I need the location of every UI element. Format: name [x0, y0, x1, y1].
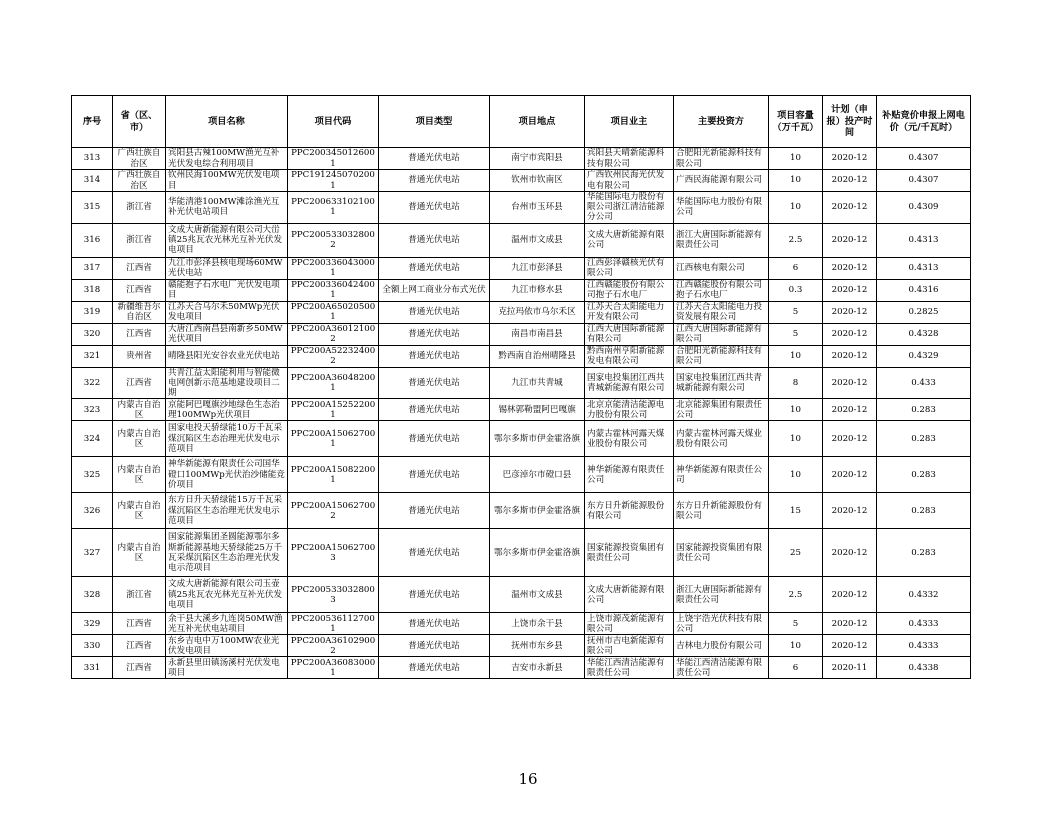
- cell-investor: 江西大唐国际新能源有限公司: [674, 323, 769, 345]
- cell-index: 325: [72, 457, 113, 493]
- table-row: [72, 223, 971, 257]
- cell-capacity: 6: [769, 657, 823, 679]
- table-row: [72, 577, 971, 613]
- cell-tariff: 0.4332: [877, 577, 971, 613]
- cell-capacity: 10: [769, 192, 823, 224]
- cell-location: 抚州市东乡县: [490, 635, 585, 657]
- header-capacity: 项目容量（万千瓦）: [769, 96, 823, 148]
- header-location: 项目地点: [490, 96, 585, 148]
- cell-owner: 文成大唐新能源有限公司: [585, 223, 674, 257]
- table-row: [72, 657, 971, 679]
- cell-investor: 江西核电有限公司: [674, 257, 769, 279]
- table-row: [72, 457, 971, 493]
- header-project-code: 项目代码: [288, 96, 379, 148]
- cell-province: 内蒙古自治区: [113, 421, 166, 457]
- cell-tariff: 0.433: [877, 367, 971, 399]
- cell-index: 330: [72, 635, 113, 657]
- cell-owner: 华能国际电力股份有限公司浙江清洁能源分公司: [585, 192, 674, 224]
- cell-location: 钦州市钦南区: [490, 170, 585, 192]
- cell-province: 广西壮族自治区: [113, 170, 166, 192]
- cell-commission-date: 2020-12: [823, 421, 877, 457]
- cell-capacity: 10: [769, 148, 823, 170]
- cell-project-code: PPC191245070200​1: [288, 170, 379, 192]
- cell-location: 九江市修水县: [490, 279, 585, 301]
- cell-investor: 华能国际电力股份有限公司: [674, 192, 769, 224]
- project-table: [71, 95, 971, 679]
- cell-location: 吉安市永新县: [490, 657, 585, 679]
- cell-capacity: 8: [769, 367, 823, 399]
- cell-location: 鄂尔多斯市伊金霍洛旗: [490, 421, 585, 457]
- cell-capacity: 10: [769, 345, 823, 367]
- cell-owner: 国家能源投资集团有限责任公司: [585, 529, 674, 577]
- cell-commission-date: 2020-12: [823, 345, 877, 367]
- cell-index: 319: [72, 301, 113, 323]
- table-row: [72, 148, 971, 170]
- cell-capacity: 5: [769, 323, 823, 345]
- cell-project-type: 普通光伏电站: [379, 613, 490, 635]
- cell-owner: 江西大唐国际新能源有限公司: [585, 323, 674, 345]
- cell-project-code: PPC200A36048200​1: [288, 367, 379, 399]
- cell-capacity: 2.5: [769, 577, 823, 613]
- cell-index: 324: [72, 421, 113, 457]
- cell-project-name: 宾阳县古辣100MW渔光互补光伏发电综合利用项目: [166, 148, 288, 170]
- cell-owner: 东方日升新能源股份有限公司: [585, 493, 674, 529]
- page-number: 16: [518, 770, 538, 788]
- cell-index: 329: [72, 613, 113, 635]
- cell-location: 温州市文成县: [490, 577, 585, 613]
- cell-location: 南昌市南昌县: [490, 323, 585, 345]
- cell-commission-date: 2020-12: [823, 577, 877, 613]
- cell-capacity: 25: [769, 529, 823, 577]
- cell-project-name: 永新县里田镇汤溪村光伏发电项目: [166, 657, 288, 679]
- cell-project-name: 京能阿巴嘎旗沙地绿色生态治理100MWp光伏项目: [166, 399, 288, 421]
- cell-project-type: 普通光伏电站: [379, 345, 490, 367]
- cell-owner: 华能江西清洁能源有限责任公司: [585, 657, 674, 679]
- cell-tariff: 0.283: [877, 399, 971, 421]
- cell-owner: 北京京能清洁能源电力股份有限公司: [585, 399, 674, 421]
- table-row: [72, 170, 971, 192]
- cell-location: 九江市彭泽县: [490, 257, 585, 279]
- cell-province: 浙江省: [113, 223, 166, 257]
- header-project-type: 项目类型: [379, 96, 490, 148]
- cell-owner: 广西钦州民海光伏发电有限公司: [585, 170, 674, 192]
- cell-location: 台州市玉环县: [490, 192, 585, 224]
- cell-tariff: 0.283: [877, 493, 971, 529]
- cell-province: 江西省: [113, 257, 166, 279]
- cell-tariff: 0.2825: [877, 301, 971, 323]
- cell-investor: 上饶宇浩光伏科技有限公司: [674, 613, 769, 635]
- cell-owner: 文成大唐新能源有限公司: [585, 577, 674, 613]
- cell-commission-date: 2020-12: [823, 613, 877, 635]
- cell-owner: 黔西南州亨阳新能源发电有限公司: [585, 345, 674, 367]
- cell-commission-date: 2020-12: [823, 223, 877, 257]
- cell-index: 313: [72, 148, 113, 170]
- cell-project-type: 普通光伏电站: [379, 457, 490, 493]
- cell-province: 江西省: [113, 613, 166, 635]
- cell-capacity: 6: [769, 257, 823, 279]
- cell-index: 318: [72, 279, 113, 301]
- table-row: [72, 367, 971, 399]
- cell-index: 326: [72, 493, 113, 529]
- cell-project-name: 国家能源集团圣圆能源鄂尔多斯新能源基地天骄绿能25万千瓦采煤沉陷区生态治理光伏发电示范项目: [166, 529, 288, 577]
- header-index: 序号: [72, 96, 113, 148]
- cell-province: 内蒙古自治区: [113, 399, 166, 421]
- cell-investor: 国家能源投资集团有限责任公司: [674, 529, 769, 577]
- table-row: [72, 301, 971, 323]
- cell-commission-date: 2020-12: [823, 529, 877, 577]
- cell-index: 328: [72, 577, 113, 613]
- header-project-name: 项目名称: [166, 96, 288, 148]
- cell-province: 江西省: [113, 367, 166, 399]
- cell-tariff: 0.4333: [877, 635, 971, 657]
- cell-investor: 国家电投集团江西共青城新能源有限公司: [674, 367, 769, 399]
- cell-tariff: 0.4309: [877, 192, 971, 224]
- cell-capacity: 10: [769, 457, 823, 493]
- table-row: [72, 279, 971, 301]
- cell-tariff: 0.4338: [877, 657, 971, 679]
- cell-project-name: 东乡吉电中万100MW农业光伏发电项目: [166, 635, 288, 657]
- cell-province: 新疆维吾尔自治区: [113, 301, 166, 323]
- cell-project-name: 国家电投天骄绿能10万千瓦采煤沉陷区生态治理光伏发电示范项目: [166, 421, 288, 457]
- cell-tariff: 0.4313: [877, 223, 971, 257]
- cell-owner: 宾阳县天晴新能源科技有限公司: [585, 148, 674, 170]
- cell-index: 317: [72, 257, 113, 279]
- cell-commission-date: 2020-12: [823, 367, 877, 399]
- cell-commission-date: 2020-12: [823, 493, 877, 529]
- cell-tariff: 0.4316: [877, 279, 971, 301]
- cell-project-name: 华能清港100MW滩涂渔光互补光伏电站项目: [166, 192, 288, 224]
- cell-project-name: 文成大唐新能源有限公司大峃镇25兆瓦农光林光互补光伏发电项目: [166, 223, 288, 257]
- cell-location: 克拉玛依市乌尔禾区: [490, 301, 585, 323]
- cell-index: 327: [72, 529, 113, 577]
- cell-commission-date: 2020-12: [823, 257, 877, 279]
- cell-project-type: 普通光伏电站: [379, 399, 490, 421]
- cell-tariff: 0.4313: [877, 257, 971, 279]
- cell-investor: 合肥阳光新能源科技有限公司: [674, 148, 769, 170]
- cell-capacity: 10: [769, 170, 823, 192]
- cell-project-type: 普通光伏电站: [379, 421, 490, 457]
- cell-project-code: PPC200345012600​1: [288, 148, 379, 170]
- cell-commission-date: 2020-12: [823, 148, 877, 170]
- cell-commission-date: 2020-11: [823, 657, 877, 679]
- cell-project-name: 江苏天合乌尔禾50MWp光伏发电项目: [166, 301, 288, 323]
- cell-province: 江西省: [113, 635, 166, 657]
- cell-project-code: PPC200336042400​1: [288, 279, 379, 301]
- cell-location: 巴彦淖尔市磴口县: [490, 457, 585, 493]
- cell-owner: 国家电投集团江西共青城新能源有限公司: [585, 367, 674, 399]
- cell-index: 331: [72, 657, 113, 679]
- project-table-container: [71, 95, 970, 679]
- table-row: [72, 613, 971, 635]
- cell-project-type: 普通光伏电站: [379, 323, 490, 345]
- cell-index: 322: [72, 367, 113, 399]
- cell-capacity: 5: [769, 613, 823, 635]
- cell-commission-date: 2020-12: [823, 170, 877, 192]
- cell-project-code: PPC200A36012100​2: [288, 323, 379, 345]
- cell-project-type: 普通光伏电站: [379, 170, 490, 192]
- table-body: [72, 148, 971, 679]
- cell-investor: 神华新能源有限责任公司: [674, 457, 769, 493]
- cell-commission-date: 2020-12: [823, 323, 877, 345]
- cell-project-code: PPC200A15062700​1: [288, 421, 379, 457]
- table-row: [72, 635, 971, 657]
- cell-owner: 江西赣能股份有限公司抱子石水电厂: [585, 279, 674, 301]
- cell-project-name: 钦州民海100MW光伏发电项目: [166, 170, 288, 192]
- cell-province: 贵州省: [113, 345, 166, 367]
- cell-location: 温州市文成县: [490, 223, 585, 257]
- cell-investor: 东方日升新能源股份有限公司: [674, 493, 769, 529]
- cell-investor: 广西民海能源有限公司: [674, 170, 769, 192]
- cell-investor: 浙江大唐国际新能源有限责任公司: [674, 223, 769, 257]
- table-row: [72, 323, 971, 345]
- cell-tariff: 0.283: [877, 529, 971, 577]
- cell-investor: 浙江大唐国际新能源有限责任公司: [674, 577, 769, 613]
- cell-location: 黔西南自治州晴隆县: [490, 345, 585, 367]
- cell-tariff: 0.4329: [877, 345, 971, 367]
- cell-tariff: 0.4307: [877, 170, 971, 192]
- cell-tariff: 0.283: [877, 457, 971, 493]
- cell-project-type: 普通光伏电站: [379, 493, 490, 529]
- table-row: [72, 345, 971, 367]
- cell-capacity: 10: [769, 399, 823, 421]
- cell-investor: 吉林电力股份有限公司: [674, 635, 769, 657]
- cell-owner: 内蒙古霍林河露天煤业股份有限公司: [585, 421, 674, 457]
- cell-index: 320: [72, 323, 113, 345]
- cell-project-code: PPC200533032800​3: [288, 577, 379, 613]
- cell-project-type: 普通光伏电站: [379, 657, 490, 679]
- cell-investor: 江西赣能股份有限公司抱子石水电厂: [674, 279, 769, 301]
- cell-project-name: 文成大唐新能源有限公司玉壶镇25兆瓦农光林光互补光伏发电项目: [166, 577, 288, 613]
- cell-tariff: 0.283: [877, 421, 971, 457]
- cell-project-type: 普通光伏电站: [379, 529, 490, 577]
- cell-commission-date: 2020-12: [823, 279, 877, 301]
- cell-index: 314: [72, 170, 113, 192]
- cell-province: 内蒙古自治区: [113, 529, 166, 577]
- cell-project-type: 普通光伏电站: [379, 367, 490, 399]
- cell-project-name: 东方日升天骄绿能15万千瓦采煤沉陷区生态治理光伏发电示范项目: [166, 493, 288, 529]
- cell-investor: 合肥阳光新能源科技有限公司: [674, 345, 769, 367]
- cell-project-code: PPC200A36083000​1: [288, 657, 379, 679]
- table-row: [72, 493, 971, 529]
- cell-project-name: 九江市彭泽县核电现场60MW光伏电站: [166, 257, 288, 279]
- cell-project-code: PPC200336043000​1: [288, 257, 379, 279]
- cell-investor: 华能江西清洁能源有限责任公司: [674, 657, 769, 679]
- header-investor: 主要投资方: [674, 96, 769, 148]
- cell-project-type: 普通光伏电站: [379, 148, 490, 170]
- cell-index: 323: [72, 399, 113, 421]
- cell-province: 江西省: [113, 279, 166, 301]
- cell-project-type: 全额上网工商业分布式光伏: [379, 279, 490, 301]
- cell-project-code: PPC200A65020500​1: [288, 301, 379, 323]
- cell-project-type: 普通光伏电站: [379, 192, 490, 224]
- cell-project-code: PPC200A15082200​1: [288, 457, 379, 493]
- cell-location: 南宁市宾阳县: [490, 148, 585, 170]
- cell-location: 锡林郭勒盟阿巴嘎旗: [490, 399, 585, 421]
- cell-project-code: PPC200633102100​1: [288, 192, 379, 224]
- cell-project-name: 赣能抱子石水电厂光伏发电项目: [166, 279, 288, 301]
- cell-tariff: 0.4328: [877, 323, 971, 345]
- cell-owner: 神华新能源有限责任公司: [585, 457, 674, 493]
- cell-index: 315: [72, 192, 113, 224]
- header-commission-date: 计划（申报）投产时间: [823, 96, 877, 148]
- table-header-row: [72, 96, 971, 148]
- cell-location: 鄂尔多斯市伊金霍洛旗: [490, 493, 585, 529]
- cell-investor: 内蒙古霍林河露天煤业股份有限公司: [674, 421, 769, 457]
- cell-capacity: 0.3: [769, 279, 823, 301]
- cell-commission-date: 2020-12: [823, 301, 877, 323]
- cell-capacity: 5: [769, 301, 823, 323]
- header-tariff: 补贴竞价申报上网电价（元/千瓦时）: [877, 96, 971, 148]
- cell-province: 浙江省: [113, 192, 166, 224]
- cell-province: 江西省: [113, 323, 166, 345]
- cell-tariff: 0.4333: [877, 613, 971, 635]
- cell-project-code: PPC200A36102900​2: [288, 635, 379, 657]
- cell-index: 316: [72, 223, 113, 257]
- cell-project-name: 神华新能源有限责任公司国华磴口100MWp光伏治沙储能竞价项目: [166, 457, 288, 493]
- cell-capacity: 10: [769, 635, 823, 657]
- cell-capacity: 10: [769, 421, 823, 457]
- cell-commission-date: 2020-12: [823, 192, 877, 224]
- cell-province: 广西壮族自治区: [113, 148, 166, 170]
- cell-location: 鄂尔多斯市伊金霍洛旗: [490, 529, 585, 577]
- cell-province: 内蒙古自治区: [113, 493, 166, 529]
- cell-location: 上饶市余干县: [490, 613, 585, 635]
- header-province: 省（区、市）: [113, 96, 166, 148]
- cell-investor: 江苏天合太阳能电力投资发展有限公司: [674, 301, 769, 323]
- header-owner: 项目业主: [585, 96, 674, 148]
- cell-commission-date: 2020-12: [823, 635, 877, 657]
- cell-capacity: 2.5: [769, 223, 823, 257]
- table-row: [72, 529, 971, 577]
- cell-project-code: PPC200536112700​1: [288, 613, 379, 635]
- table-row: [72, 421, 971, 457]
- table-row: [72, 257, 971, 279]
- cell-province: 浙江省: [113, 577, 166, 613]
- cell-index: 321: [72, 345, 113, 367]
- cell-project-type: 普通光伏电站: [379, 257, 490, 279]
- cell-province: 内蒙古自治区: [113, 457, 166, 493]
- cell-province: 江西省: [113, 657, 166, 679]
- cell-project-code: PPC200A15252200​1: [288, 399, 379, 421]
- cell-commission-date: 2020-12: [823, 399, 877, 421]
- cell-location: 九江市共青城: [490, 367, 585, 399]
- cell-owner: 江西彭泽赣核光伏有限公司: [585, 257, 674, 279]
- cell-capacity: 15: [769, 493, 823, 529]
- cell-owner: 江苏天合太阳能电力开发有限公司: [585, 301, 674, 323]
- cell-project-name: 晴隆县阳光安谷农业光伏电站: [166, 345, 288, 367]
- cell-project-name: 大唐江西南昌县南新乡50MW光伏项目: [166, 323, 288, 345]
- table-row: [72, 399, 971, 421]
- cell-project-code: PPC200533032800​2: [288, 223, 379, 257]
- cell-owner: 上饶市源茂新能源有限公司: [585, 613, 674, 635]
- table-row: [72, 192, 971, 224]
- cell-project-type: 普通光伏电站: [379, 635, 490, 657]
- cell-project-code: PPC200A15062700​2: [288, 493, 379, 529]
- cell-commission-date: 2020-12: [823, 457, 877, 493]
- cell-owner: 抚州市吉电新能源有限公司: [585, 635, 674, 657]
- cell-project-code: PPC200A15062700​3: [288, 529, 379, 577]
- cell-project-type: 普通光伏电站: [379, 301, 490, 323]
- cell-tariff: 0.4307: [877, 148, 971, 170]
- cell-investor: 北京能源集团有限责任公司: [674, 399, 769, 421]
- cell-project-code: PPC200A52232400​2: [288, 345, 379, 367]
- cell-project-type: 普通光伏电站: [379, 223, 490, 257]
- cell-project-name: 余干县大溪乡九连岗50MW渔光互补光伏电站项目: [166, 613, 288, 635]
- cell-project-type: 普通光伏电站: [379, 577, 490, 613]
- cell-project-name: 共青江益太阳能利用与智能微电网创新示范基地建设项目二期: [166, 367, 288, 399]
